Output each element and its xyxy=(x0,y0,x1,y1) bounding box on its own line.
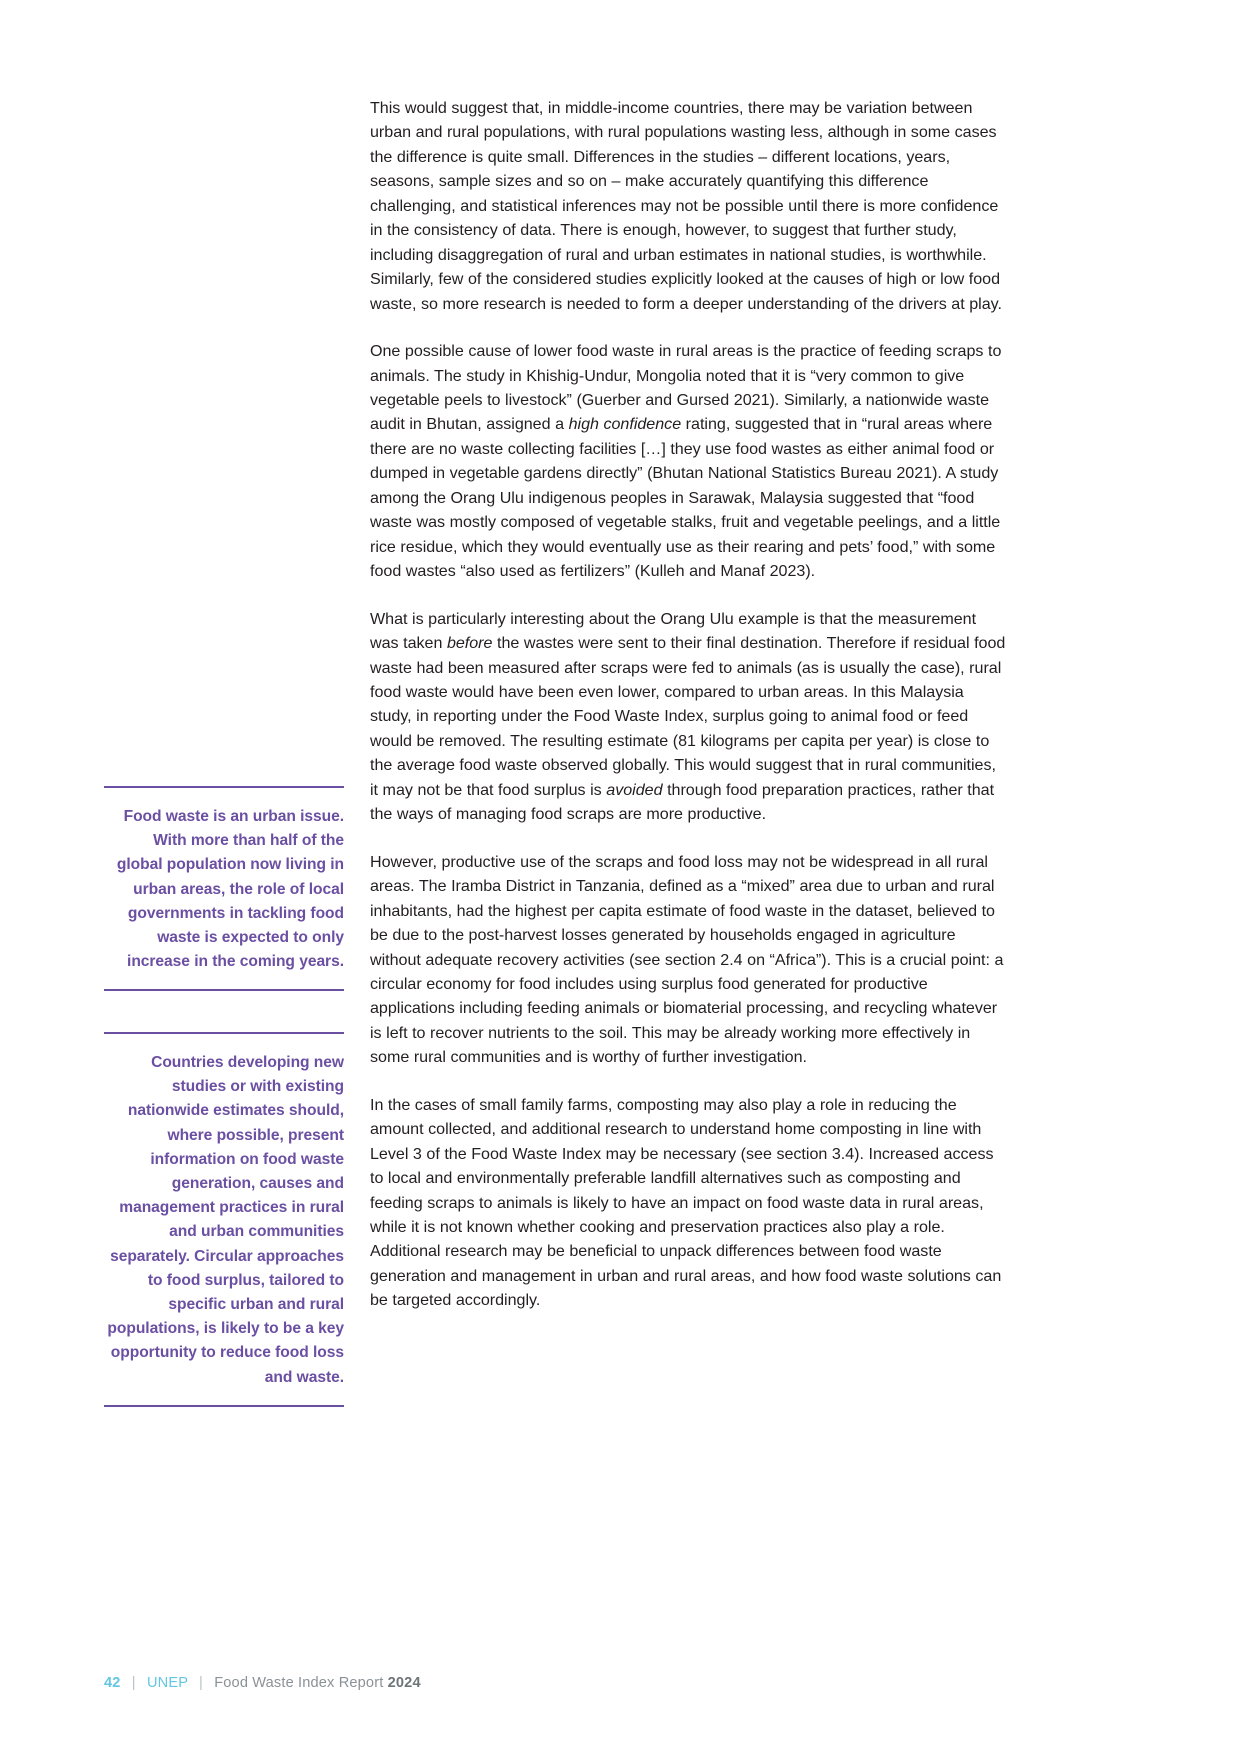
body-paragraph: This would suggest that, in middle-income countries, there may be variation between urban and rural populations, with rural populations wasting less, although in some cases the difference is quite small. Differences in the studies – different locations, years, seasons, sample sizes and so on – make accurately quantifying this difference challenging, and statistical inferences may not be possible until there is more confidence in the consistency of data. There is enough, however, to suggest that further study, including disaggregation of rural and urban estimates in national studies, is worthwhile. Similarly, few of the considered studies explicitly looked at the causes of high or low food waste, so more research is needed to form a deeper understanding of the drivers at play. xyxy=(370,99,1002,313)
body-paragraph: What is particularly interesting about the Orang Ulu example is that the measurement was taken before the wastes were sent to their final destination. Therefore if residual food waste had been measured after scraps were fed to animals (as is usually the case), rural food waste would have been even lower, compared to urban areas. In this Malaysia study, in reporting under the Food Waste Index, surplus going to animal food or feed would be removed. The resulting estimate (81 kilograms per capita per year) is close to the average food waste observed globally. This would suggest that in rural communities, it may not be that food surplus is avoided through food preparation practices, rather that the ways of managing food scraps are more productive. xyxy=(370,609,1006,824)
emphasized-term: avoided xyxy=(606,780,663,799)
pullquote-bottom-rule xyxy=(104,989,344,991)
footer-year: 2024 xyxy=(387,1675,421,1691)
footer-organization: UNEP xyxy=(146,1675,188,1691)
footer-page-number: 42 xyxy=(104,1675,121,1691)
pullquote-recommendation xyxy=(104,1032,344,1407)
emphasized-term: high confidence xyxy=(568,415,682,434)
pullquote-bottom-rule xyxy=(104,1405,344,1407)
footer-separator: | xyxy=(131,1675,136,1691)
pullquote-urban-issue xyxy=(104,786,344,991)
emphasized-term: before xyxy=(446,634,493,653)
pullquote-text: Countries developing new studies or with existing nationwide estimates should, where possible, present information on food waste generation, causes and management practices in rural and urban communities separately. Circular approaches to food surplus, tailored to specific urban and rural populations, is likely to be a key opportunity to reduce food loss and waste. xyxy=(107,1054,344,1386)
page-footer xyxy=(104,1675,421,1691)
body-text-column xyxy=(370,96,1006,1313)
footer-separator: | xyxy=(199,1675,203,1691)
body-paragraph: In the cases of small family farms, composting may also play a role in reducing the amount collected, and additional research to understand home composting in line with Level 3 of the Food Waste Index may be necessary (see section 3.4). Increased access to local and environmentally preferable landfill alternatives such as composting and feeding scraps to animals is likely to have an impact on food waste data in rural areas, while it is not known whether cooking and preservation practices also play a role. Additional research may be beneficial to unpack differences between food waste generation and management in urban and rural areas, and how food waste solutions can be targeted accordingly. xyxy=(370,1095,1002,1310)
body-paragraph: One possible cause of lower food waste in rural areas is the practice of feeding scraps to animals. The study in Khishig-Undur, Mongolia noted that it is “very common to give vegetable peels to livestock” (Guerber and Gursed 2021). Similarly, a nationwide waste audit in Bhutan, assigned a high confidence rating, suggested that in “rural areas where there are no waste collecting facilities […] they use food wastes as either animal food or dumped in vegetable gardens directly” (Bhutan National Statistics Bureau 2021). A study among the Orang Ulu indigenous peoples in Sarawak, Malaysia suggested that “food waste was mostly composed of vegetable stalks, fruit and vegetable peelings, and a little rice residue, which they would eventually use as their rearing and pets’ food,” with some food wastes “also used as fertilizers” (Kulleh and Manaf 2023). xyxy=(370,342,1002,581)
body-paragraph: However, productive use of the scraps and food loss may not be widespread in all rural areas. The Iramba District in Tanzania, defined as a “mixed” area due to urban and rural inhabitants, had the highest per capita estimate of food waste in the dataset, believed to be due to the post-harvest losses generated by households engaged in agriculture without adequate recovery activities (see section 2.4 on “Africa”). This is a crucial point: a circular economy for food includes using surplus food generated for productive applications including feeding animals or biomaterial processing, and recycling whatever is left to recover nutrients to the soil. This may be already working more effectively in some rural communities and is worthy of further investigation. xyxy=(370,852,1004,1067)
pullquote-text: Food waste is an urban issue. With more than half of the global population now living in urban areas, the role of local governments in tackling food waste is expected to only increase in the coming years. xyxy=(116,808,344,971)
footer-report-title: Food Waste Index Report xyxy=(214,1675,384,1691)
